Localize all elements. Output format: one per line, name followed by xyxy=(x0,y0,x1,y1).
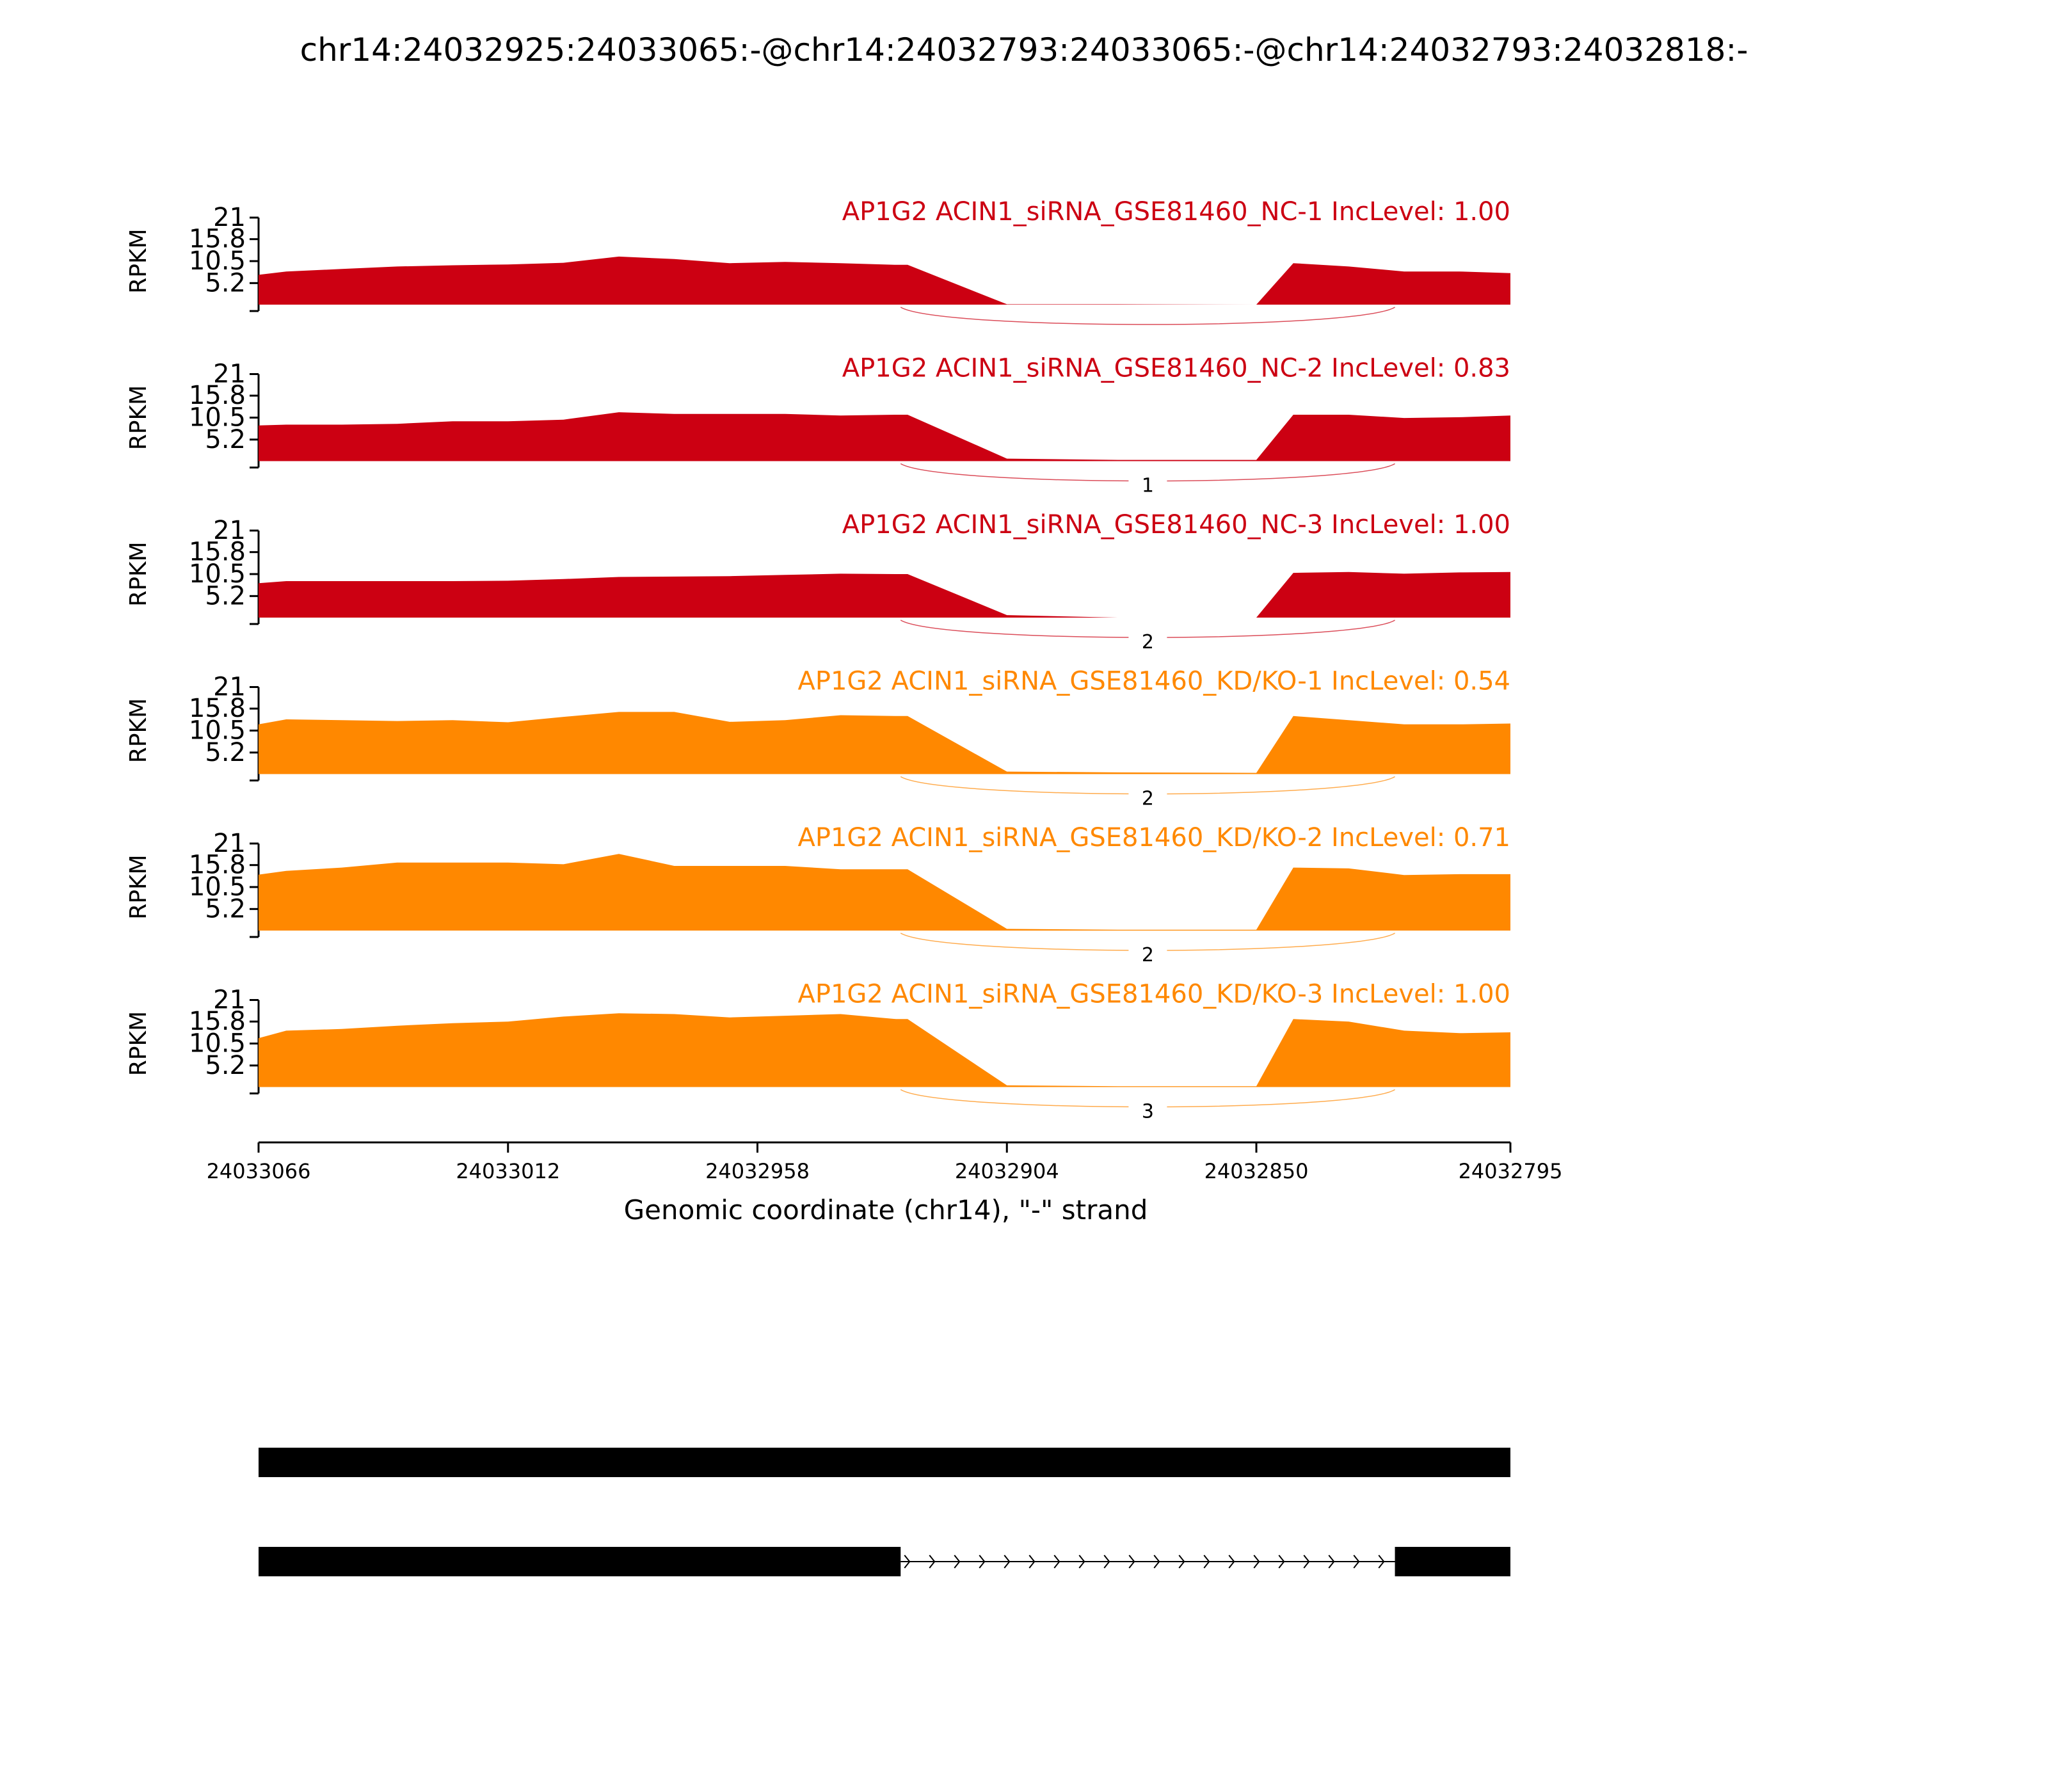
y-tick-label: 5.2 xyxy=(205,737,246,767)
transcript-skipping xyxy=(259,1547,1510,1576)
coverage-area xyxy=(259,712,1510,774)
y-axis-label: RPKM xyxy=(125,698,152,764)
y-axis-label: RPKM xyxy=(125,854,152,920)
coverage-panel xyxy=(125,197,1510,324)
y-tick-label: 15.8 xyxy=(188,1007,246,1037)
sample-label: AP1G2 ACIN1_siRNA_GSE81460_NC-2 IncLevel: 0.83 xyxy=(842,353,1510,383)
x-tick-label: 24033012 xyxy=(456,1159,561,1183)
y-tick-label: 15.8 xyxy=(188,224,246,254)
y-axis-label: RPKM xyxy=(125,1011,152,1076)
y-tick-label: 21 xyxy=(213,829,246,858)
junction-arc xyxy=(900,307,1395,324)
y-tick-label: 15.8 xyxy=(188,850,246,880)
transcript-models xyxy=(259,1448,1510,1576)
x-tick-label: 24032904 xyxy=(954,1159,1059,1183)
coverage-panel xyxy=(125,667,1510,810)
y-tick-label: 21 xyxy=(213,985,246,1015)
sample-label: AP1G2 ACIN1_siRNA_GSE81460_NC-1 IncLevel: 1.00 xyxy=(842,197,1510,227)
coverage-area xyxy=(259,257,1510,305)
coverage-panel xyxy=(125,980,1510,1123)
chart-title: chr14:24032925:24033065:-@chr14:24032793:24033065:-@chr14:24032793:24032818:- xyxy=(300,31,1748,68)
sample-label: AP1G2 ACIN1_siRNA_GSE81460_NC-3 IncLevel: 1.00 xyxy=(842,510,1510,540)
y-tick-label: 5.2 xyxy=(205,268,246,298)
junction-read-count: 2 xyxy=(1141,631,1154,653)
y-tick-label: 5.2 xyxy=(205,894,246,924)
sample-label: AP1G2 ACIN1_siRNA_GSE81460_KD/KO-2 IncLevel: 0.71 xyxy=(797,823,1510,852)
sample-label: AP1G2 ACIN1_siRNA_GSE81460_KD/KO-1 IncLevel: 0.54 xyxy=(797,666,1510,696)
y-tick-label: 15.8 xyxy=(188,694,246,724)
y-tick-label: 15.8 xyxy=(188,381,246,411)
coverage-area xyxy=(259,572,1510,618)
x-axis-label: Genomic coordinate (chr14), "-" strand xyxy=(623,1194,1148,1226)
y-tick-label: 10.5 xyxy=(188,559,246,589)
coverage-panel xyxy=(125,510,1510,653)
coverage-panel xyxy=(125,354,1510,497)
coverage-area xyxy=(259,412,1510,461)
exon-block xyxy=(259,1547,900,1576)
y-tick-label: 21 xyxy=(213,516,246,545)
coverage-area xyxy=(259,1013,1510,1087)
y-tick-label: 10.5 xyxy=(188,716,246,746)
coverage-panels xyxy=(125,197,1510,1123)
exon-block xyxy=(259,1448,1510,1477)
x-tick-label: 24033066 xyxy=(206,1159,311,1183)
y-tick-label: 21 xyxy=(213,359,246,389)
y-tick-label: 10.5 xyxy=(188,403,246,433)
y-axis-label: RPKM xyxy=(125,385,152,451)
transcript-inclusion xyxy=(259,1448,1510,1477)
x-tick-label: 24032958 xyxy=(705,1159,810,1183)
y-axis-label: RPKM xyxy=(125,541,152,607)
y-tick-label: 21 xyxy=(213,203,246,232)
exon-block xyxy=(1395,1547,1510,1576)
y-tick-label: 21 xyxy=(213,672,246,702)
x-tick-label: 24032850 xyxy=(1204,1159,1309,1183)
y-tick-label: 5.2 xyxy=(205,1050,246,1080)
y-tick-label: 10.5 xyxy=(188,246,246,276)
junction-read-count: 3 xyxy=(1141,1100,1154,1123)
junction-read-count: 2 xyxy=(1141,944,1154,966)
coverage-area xyxy=(259,854,1510,931)
junction-read-count: 1 xyxy=(1141,474,1154,497)
sample-label: AP1G2 ACIN1_siRNA_GSE81460_KD/KO-3 IncLevel: 1.00 xyxy=(797,979,1510,1009)
y-tick-label: 10.5 xyxy=(188,1028,246,1059)
y-tick-label: 5.2 xyxy=(205,581,246,611)
junction-read-count: 2 xyxy=(1141,787,1154,810)
x-tick-label: 24032795 xyxy=(1458,1159,1563,1183)
x-axis xyxy=(207,1142,1563,1183)
y-axis-label: RPKM xyxy=(125,228,152,294)
coverage-panel xyxy=(125,823,1510,966)
y-tick-label: 15.8 xyxy=(188,537,246,567)
y-tick-label: 5.2 xyxy=(205,424,246,454)
y-tick-label: 10.5 xyxy=(188,872,246,902)
